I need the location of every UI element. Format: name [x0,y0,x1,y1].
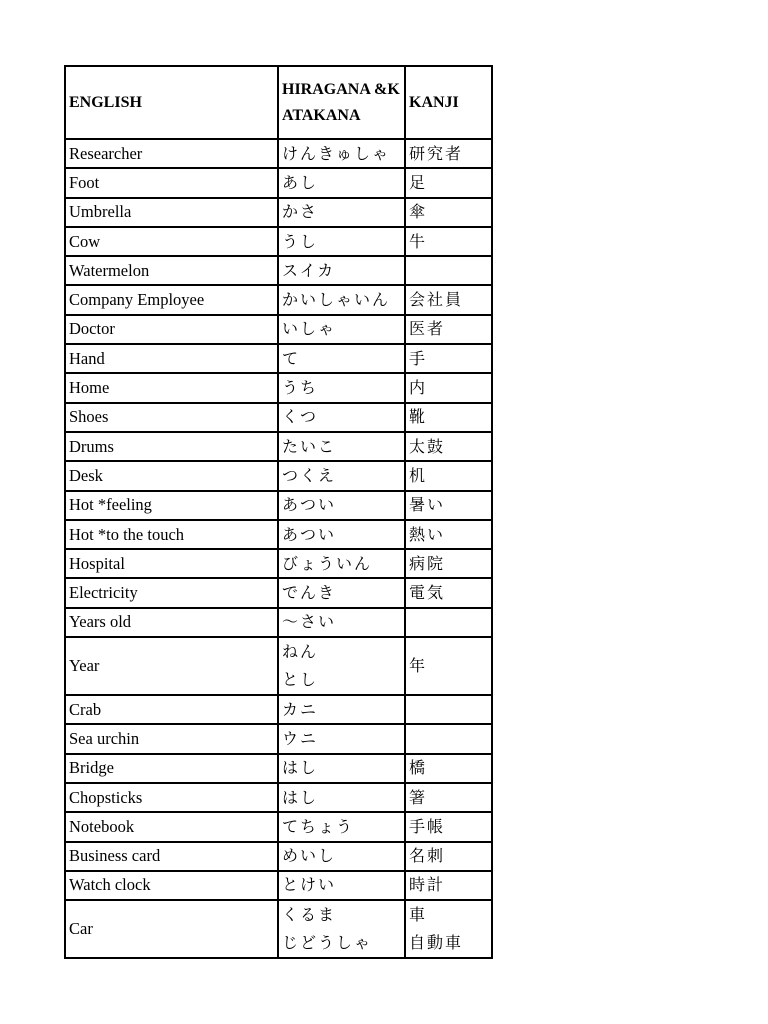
kana-text: ウニ [282,728,319,748]
kanji-text: 会社員 [409,290,464,310]
kanji-cell [405,695,492,724]
kana-cell [278,812,405,841]
table-row [65,812,492,841]
vocabulary-table [64,65,493,959]
table-row [65,285,492,314]
kana-cell [278,724,405,753]
kanji-text: 机 [409,465,428,485]
kana-cell [278,432,405,461]
english-cell: Watch clock [65,871,278,900]
kanji-text: 名刺 [409,846,446,866]
kana-cell [278,256,405,285]
kanji-cell [405,403,492,432]
table-row [65,520,492,549]
kana-cell [278,754,405,783]
kana-text: ～さい [282,612,337,632]
kanji-cell [405,578,492,607]
english-cell: Business card [65,842,278,871]
english-cell: Umbrella [65,198,278,227]
kanji-cell [405,198,492,227]
kana-text: てちょう [282,816,355,836]
kana-text: つくえ [282,465,337,485]
table-row [65,198,492,227]
kana-cell [278,842,405,871]
kanji-cell [405,754,492,783]
kana-cell [278,783,405,812]
kana-cell [278,227,405,256]
kanji-text: 橋 [409,758,428,778]
english-cell: Doctor [65,315,278,344]
kanji-text: 牛 [409,231,428,251]
kanji-text: 年 [409,656,428,676]
kana-text: て [282,348,301,368]
kana-cell [278,637,405,695]
kanji-cell [405,168,492,197]
table-row [65,608,492,637]
kana-cell [278,900,405,958]
kanji-cell [405,373,492,402]
kana-cell [278,695,405,724]
kana-text: あつい [282,524,337,544]
english-cell: Researcher [65,139,278,168]
header-english: ENGLISH [65,66,278,139]
kanji-text: 箸 [409,787,428,807]
kanji-text: 自動車 [409,933,464,953]
kanji-text: 電気 [409,583,446,603]
kana-text: たいこ [282,436,337,456]
kanji-cell [405,724,492,753]
table-row [65,900,492,958]
table-row [65,783,492,812]
table-row [65,637,492,695]
table-row [65,724,492,753]
english-cell: Hospital [65,549,278,578]
kanji-cell [405,520,492,549]
kanji-text: 手 [409,348,428,368]
kanji-cell [405,637,492,695]
kana-text: あつい [282,495,337,515]
kana-text: じどうしゃ [282,933,373,953]
kana-cell [278,198,405,227]
kana-cell [278,461,405,490]
kana-cell [278,373,405,402]
kanji-cell [405,842,492,871]
kana-text: くるま [282,905,337,925]
english-cell: Notebook [65,812,278,841]
kana-cell [278,285,405,314]
kanji-text: 暑い [409,495,446,515]
kanji-cell [405,344,492,373]
kanji-cell [405,285,492,314]
english-cell: Hot *to the touch [65,520,278,549]
english-cell: Chopsticks [65,783,278,812]
kanji-text: 病院 [409,553,446,573]
english-cell: Foot [65,168,278,197]
english-cell: Watermelon [65,256,278,285]
kana-text: あし [282,172,319,192]
english-cell: Bridge [65,754,278,783]
table-row [65,549,492,578]
kanji-cell [405,900,492,958]
kana-cell [278,491,405,520]
kana-cell [278,871,405,900]
kanji-cell [405,608,492,637]
kanji-text: 内 [409,378,428,398]
kana-text: ねん [282,642,319,662]
kanji-cell [405,812,492,841]
table-row [65,491,492,520]
english-cell: Drums [65,432,278,461]
kana-text: くつ [282,407,319,427]
english-cell: Home [65,373,278,402]
kanji-cell [405,783,492,812]
kana-text: はし [282,787,319,807]
kanji-cell [405,491,492,520]
english-cell: Crab [65,695,278,724]
kana-cell [278,139,405,168]
kanji-cell [405,139,492,168]
table-row [65,344,492,373]
kana-text: はし [282,758,319,778]
kana-text: とし [282,670,319,690]
english-cell: Company Employee [65,285,278,314]
kana-text: でんき [282,583,337,603]
kana-text: とけい [282,875,337,895]
kanji-cell [405,432,492,461]
kanji-cell [405,871,492,900]
kana-text: めいし [282,846,337,866]
table-row [65,578,492,607]
table-row [65,139,492,168]
kanji-text: 太鼓 [409,436,446,456]
kana-cell [278,549,405,578]
kana-text: カニ [282,699,319,719]
kana-text: かさ [282,202,319,222]
table-row [65,695,492,724]
english-cell: Car [65,900,278,958]
kana-cell [278,168,405,197]
english-cell: Year [65,637,278,695]
kanji-text: 靴 [409,407,428,427]
english-cell: Hand [65,344,278,373]
english-cell: Sea urchin [65,724,278,753]
table-row [65,315,492,344]
table-row [65,227,492,256]
table-row [65,871,492,900]
kana-cell [278,520,405,549]
kanji-cell [405,549,492,578]
kanji-text: 傘 [409,202,428,222]
table-row [65,842,492,871]
kanji-cell [405,227,492,256]
table-row [65,432,492,461]
table-row [65,256,492,285]
english-cell: Shoes [65,403,278,432]
kanji-text: 研究者 [409,143,464,163]
kana-text: うち [282,378,319,398]
kana-text: いしゃ [282,319,337,339]
vocabulary-rows [65,139,492,958]
kana-text: うし [282,231,319,251]
english-cell: Years old [65,608,278,637]
kanji-text: 手帳 [409,816,446,836]
kanji-cell [405,256,492,285]
kana-text: けんきゅしゃ [282,143,391,163]
kana-text: びょういん [282,553,373,573]
kanji-text: 足 [409,172,428,192]
english-cell: Cow [65,227,278,256]
kanji-text: 医者 [409,319,446,339]
kana-text: かいしゃいん [282,290,391,310]
table-row [65,403,492,432]
english-cell: Electricity [65,578,278,607]
header-kana: HIRAGANA &KATAKANA [278,66,405,139]
table-row [65,754,492,783]
kanji-cell [405,315,492,344]
kana-cell [278,344,405,373]
english-cell: Hot *feeling [65,491,278,520]
kana-cell [278,608,405,637]
header-kanji: KANJI [405,66,492,139]
kana-cell [278,403,405,432]
kanji-text: 時計 [409,875,446,895]
kana-cell [278,315,405,344]
table-row [65,168,492,197]
kanji-text: 車 [409,905,428,925]
table-row [65,373,492,402]
kana-text: スイカ [282,260,336,280]
table-row [65,461,492,490]
kanji-text: 熱い [409,524,446,544]
english-cell: Desk [65,461,278,490]
kanji-cell [405,461,492,490]
header-row [65,66,492,139]
kana-cell [278,578,405,607]
